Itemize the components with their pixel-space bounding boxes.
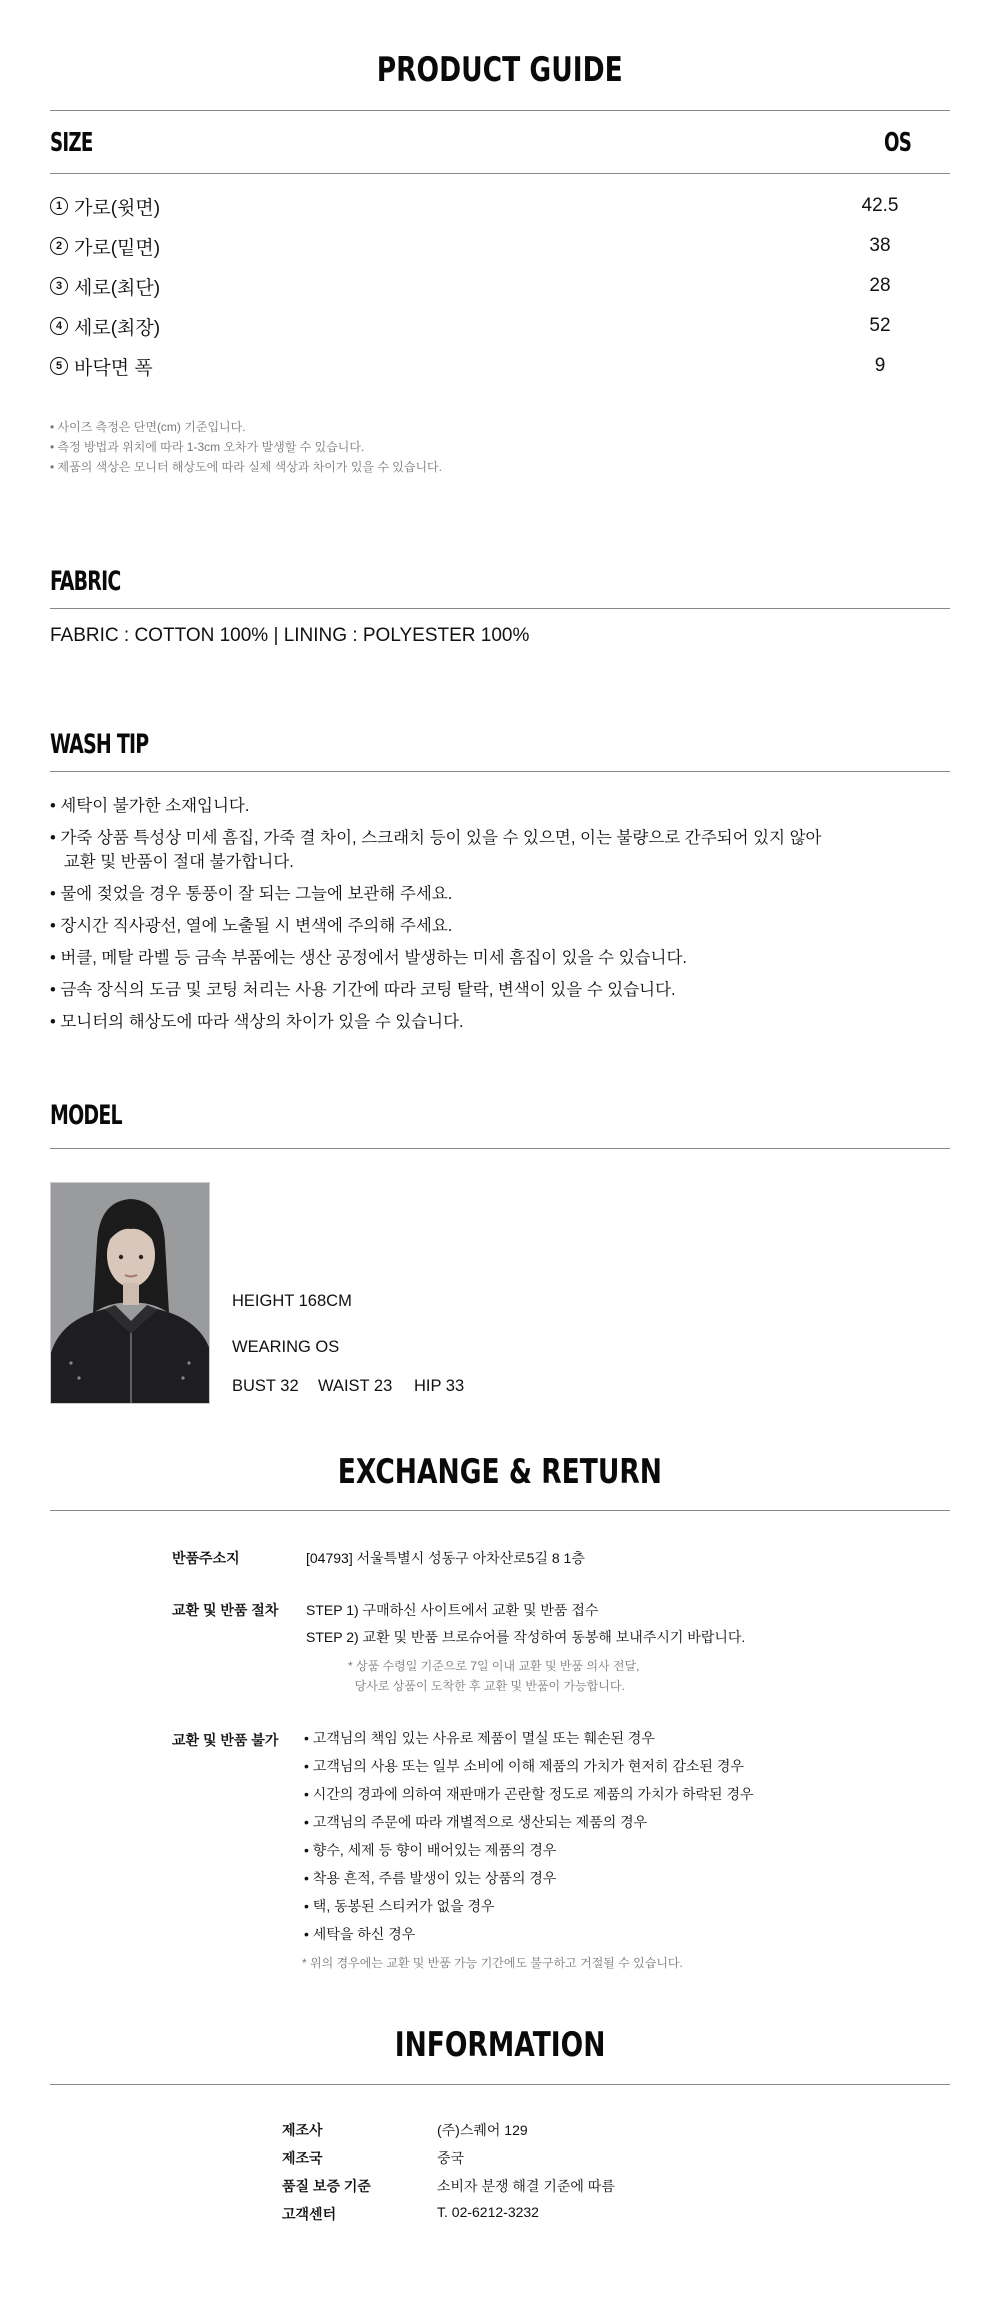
- size-label: 가로(밑면): [74, 237, 161, 259]
- divider: [50, 1510, 950, 1511]
- info-label-quality: 품질 보증 기준: [282, 2178, 371, 2194]
- wash-tip-item: • 장시간 직사광선, 열에 노출될 시 변색에 주의해 주세요.: [50, 917, 453, 935]
- divider: [50, 173, 950, 174]
- return-address-value: [04793] 서울특별시 성동구 아차산로5길 8 1층: [306, 1550, 585, 1566]
- size-value: 42.5: [861, 195, 899, 216]
- size-note: • 측정 방법과 위치에 따라 1-3cm 오차가 발생할 수 있습니다.: [50, 440, 365, 454]
- fabric-text: FABRIC : COTTON 100% | LINING : POLYESTER 100%: [50, 625, 530, 646]
- size-row: [50, 226, 950, 266]
- model-height: HEIGHT 168CM: [232, 1292, 352, 1310]
- wash-tip-item: • 세탁이 불가한 소재입니다.: [50, 797, 250, 815]
- info-value-quality: 소비자 분쟁 해결 기준에 따름: [437, 2178, 615, 2194]
- wash-tip-item: 교환 및 반품이 절대 불가합니다.: [50, 853, 294, 871]
- procedure-note-line: 당사로 상품이 도착한 후 교환 및 반품이 가능합니다.: [348, 1679, 625, 1693]
- size-header: SIZE: [50, 128, 93, 158]
- wash-tip-item: • 가죽 상품 특성상 미세 흠집, 가죽 결 차이, 스크래치 등이 있을 수 있으면, 이는 불량으로 간주되어 있지 않아: [50, 829, 822, 847]
- size-note: • 제품의 색상은 모니터 해상도에 따라 실제 색상과 차이가 있을 수 있습니다.: [50, 460, 442, 474]
- size-row: [50, 306, 950, 346]
- return-address-label: 반품주소지: [172, 1550, 240, 1566]
- model-waist: WAIST 23: [318, 1377, 393, 1395]
- model-wearing: WEARING OS: [232, 1338, 340, 1356]
- unavailable-item: • 시간의 경과에 의하여 재판매가 곤란할 정도로 제품의 가치가 하락된 경우: [304, 1786, 754, 1802]
- size-value: 38: [869, 235, 891, 256]
- size-row: [50, 266, 950, 306]
- divider: [50, 110, 950, 111]
- size-note: • 사이즈 측정은 단면(cm) 기준입니다.: [50, 420, 246, 434]
- size-number-badge: 3: [50, 277, 68, 295]
- divider: [50, 771, 950, 772]
- procedure-note: [348, 1656, 639, 1696]
- size-label: 세로(최단): [74, 277, 161, 299]
- size-label: 바닥면 폭: [74, 357, 153, 379]
- size-value: 28: [869, 275, 891, 296]
- size-row: [50, 186, 950, 226]
- unavailable-item: • 세탁을 하신 경우: [304, 1926, 416, 1942]
- unavailable-note: * 위의 경우에는 교환 및 반품 가능 기간에도 불구하고 거절될 수 있습니다.: [302, 1956, 683, 1970]
- size-notes: [50, 417, 442, 477]
- info-label-customer-center: 고객센터: [282, 2206, 337, 2222]
- size-number-badge: 1: [50, 197, 68, 215]
- wash-tip-item: • 금속 장식의 도금 및 코팅 처리는 사용 기간에 따라 코팅 탈락, 변색이 있을 수 있습니다.: [50, 981, 676, 999]
- size-value: 9: [874, 355, 886, 376]
- unavailable-item: • 택, 동봉된 스티커가 없을 경우: [304, 1898, 495, 1914]
- divider: [50, 2084, 950, 2085]
- unavailable-item: • 고객님의 책임 있는 사유로 제품이 멸실 또는 훼손된 경우: [304, 1730, 655, 1746]
- wash-tip-list: [50, 790, 821, 1038]
- size-row: [50, 346, 950, 386]
- size-number-badge: 4: [50, 317, 68, 335]
- info-label-country: 제조국: [282, 2150, 323, 2166]
- wash-tip-item: • 버클, 메탈 라벨 등 금속 부품에는 생산 공정에서 발생하는 미세 흠집이 있을 수 있습니다.: [50, 949, 687, 967]
- info-label-manufacturer: 제조사: [282, 2122, 323, 2138]
- procedure-label: 교환 및 반품 절차: [172, 1602, 279, 1618]
- wash-tip-title: WASH TIP: [50, 729, 149, 760]
- info-value-country: 중국: [437, 2150, 465, 2166]
- model-hip: HIP 33: [414, 1377, 465, 1395]
- divider: [50, 608, 950, 609]
- size-number-badge: 5: [50, 357, 68, 375]
- model-silhouette: [51, 1183, 210, 1404]
- unavailable-list: [304, 1724, 754, 1948]
- wash-tip-item: • 물에 젖었을 경우 통풍이 잘 되는 그늘에 보관해 주세요.: [50, 885, 453, 903]
- fabric-title: FABRIC: [50, 566, 121, 597]
- procedure-note-line: * 상품 수령일 기준으로 7일 이내 교환 및 반품 의사 전달,: [348, 1659, 640, 1673]
- info-value-customer-center: T. 02-6212-3232: [437, 2204, 539, 2220]
- information-title: INFORMATION: [394, 2025, 606, 2065]
- unavailable-item: • 착용 흔적, 주름 발생이 있는 상품의 경우: [304, 1870, 557, 1886]
- info-value-manufacturer: (주)스퀘어 129: [437, 2122, 528, 2138]
- product-guide-title: PRODUCT GUIDE: [376, 50, 624, 90]
- divider: [50, 1148, 950, 1149]
- model-bust: BUST 32: [232, 1377, 299, 1395]
- procedure-step-1: STEP 1) 구매하신 사이트에서 교환 및 반품 접수: [306, 1602, 599, 1618]
- unavailable-item: • 고객님의 주문에 따라 개별적으로 생산되는 제품의 경우: [304, 1814, 648, 1830]
- size-number-badge: 2: [50, 237, 68, 255]
- exchange-title: EXCHANGE & RETURN: [337, 1452, 663, 1492]
- procedure-step-2: STEP 2) 교환 및 반품 브로슈어를 작성하여 동봉해 보내주시기 바랍니다.: [306, 1629, 746, 1645]
- unavailable-item: • 향수, 세제 등 향이 배어있는 제품의 경우: [304, 1842, 557, 1858]
- wash-tip-item: • 모니터의 해상도에 따라 색상의 차이가 있을 수 있습니다.: [50, 1013, 464, 1031]
- model-photo: [50, 1182, 210, 1404]
- size-label: 세로(최장): [74, 317, 161, 339]
- size-label: 가로(윗면): [74, 197, 161, 219]
- model-title: MODEL: [50, 1100, 122, 1131]
- size-value: 52: [869, 315, 891, 336]
- unavailable-item: • 고객님의 사용 또는 일부 소비에 이해 제품의 가치가 현저히 감소된 경우: [304, 1758, 744, 1774]
- unavailable-label: 교환 및 반품 불가: [172, 1732, 279, 1748]
- os-header: OS: [884, 128, 912, 158]
